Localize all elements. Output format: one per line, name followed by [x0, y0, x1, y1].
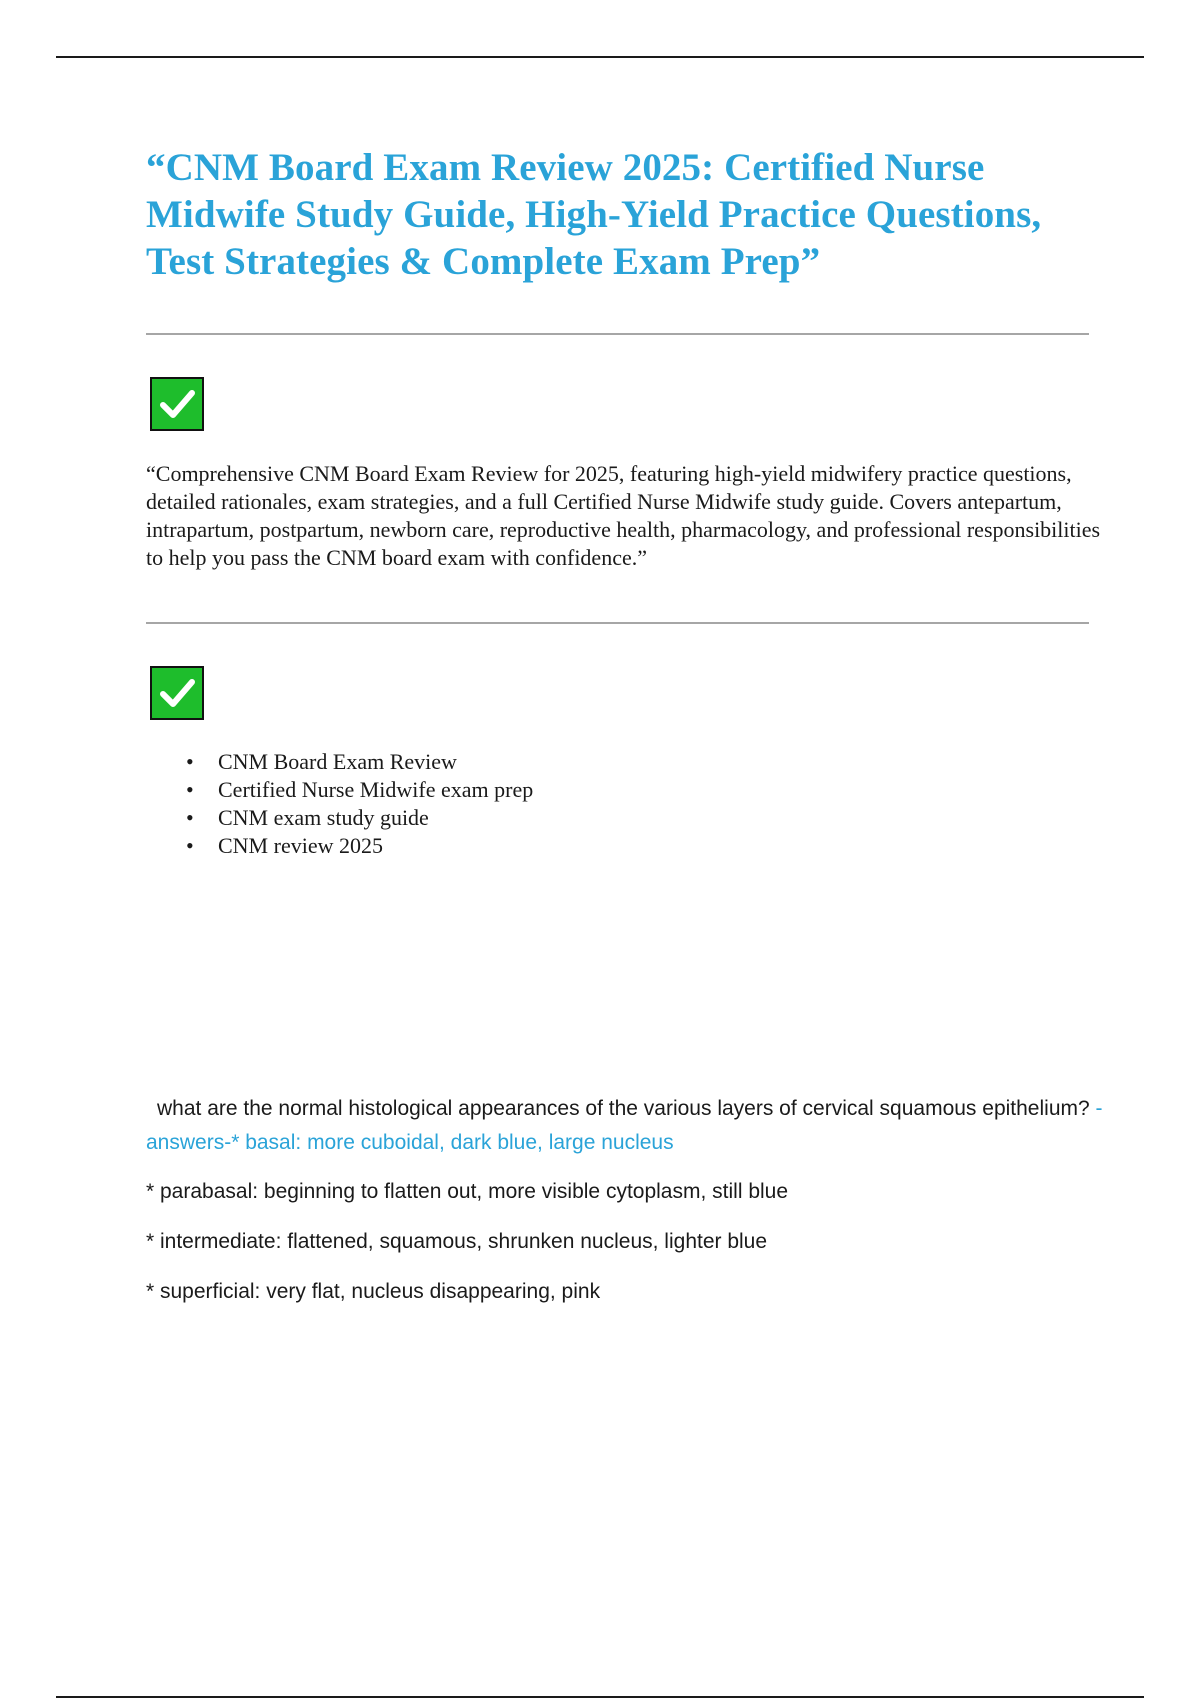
bullet-icon: •	[186, 749, 194, 774]
list-item	[186, 776, 533, 804]
checkbox-checked-icon	[150, 666, 204, 720]
bullet-icon: •	[186, 805, 194, 830]
question-paragraph	[146, 1092, 1106, 1160]
answer-point: * superficial: very flat, nucleus disappearing, pink	[146, 1280, 601, 1303]
page-title: “CNM Board Exam Review 2025: Certified Nurse Midwife Study Guide, High-Yield Practice Questions, Test Strategies & Complete Exam Prep”	[146, 146, 1042, 283]
keyword-list	[186, 748, 533, 860]
question-text: what are the normal histological appearances of the various layers of cervical squamous epithelium?	[157, 1097, 1090, 1120]
section-divider	[146, 333, 1089, 335]
description-paragraph: “Comprehensive CNM Board Exam Review for 2025, featuring high-yield midwifery practice questions, detailed rationales, exam strategies, and a full Certified Nurse Midwife study guide. Covers antepartum, intrapartum, postpartum, newborn care, reproductive health, pharmacology, and professional responsibilities to help you pass the CNM board exam with confidence.”	[146, 461, 1101, 570]
list-item	[186, 832, 533, 860]
checkbox-checked-icon	[150, 377, 204, 431]
list-item	[186, 748, 533, 776]
answer-point: * parabasal: beginning to flatten out, more visible cytoplasm, still blue	[146, 1180, 789, 1203]
answer-point: * intermediate: flattened, squamous, shrunken nucleus, lighter blue	[146, 1230, 768, 1253]
list-item	[186, 804, 533, 832]
answer-lead: - answers-* basal: more cuboidal, dark blue, large nucleus	[146, 1097, 1103, 1154]
keyword-text: CNM exam study guide	[218, 805, 429, 830]
section-divider	[146, 622, 1089, 624]
keyword-text: CNM review 2025	[218, 833, 383, 858]
page-top-border	[56, 56, 1144, 58]
page-bottom-border	[56, 1696, 1144, 1698]
keyword-text: Certified Nurse Midwife exam prep	[218, 777, 534, 802]
qa-block	[146, 1092, 1106, 1310]
keyword-text: CNM Board Exam Review	[218, 749, 457, 774]
bullet-icon: •	[186, 833, 194, 858]
bullet-icon: •	[186, 777, 194, 802]
